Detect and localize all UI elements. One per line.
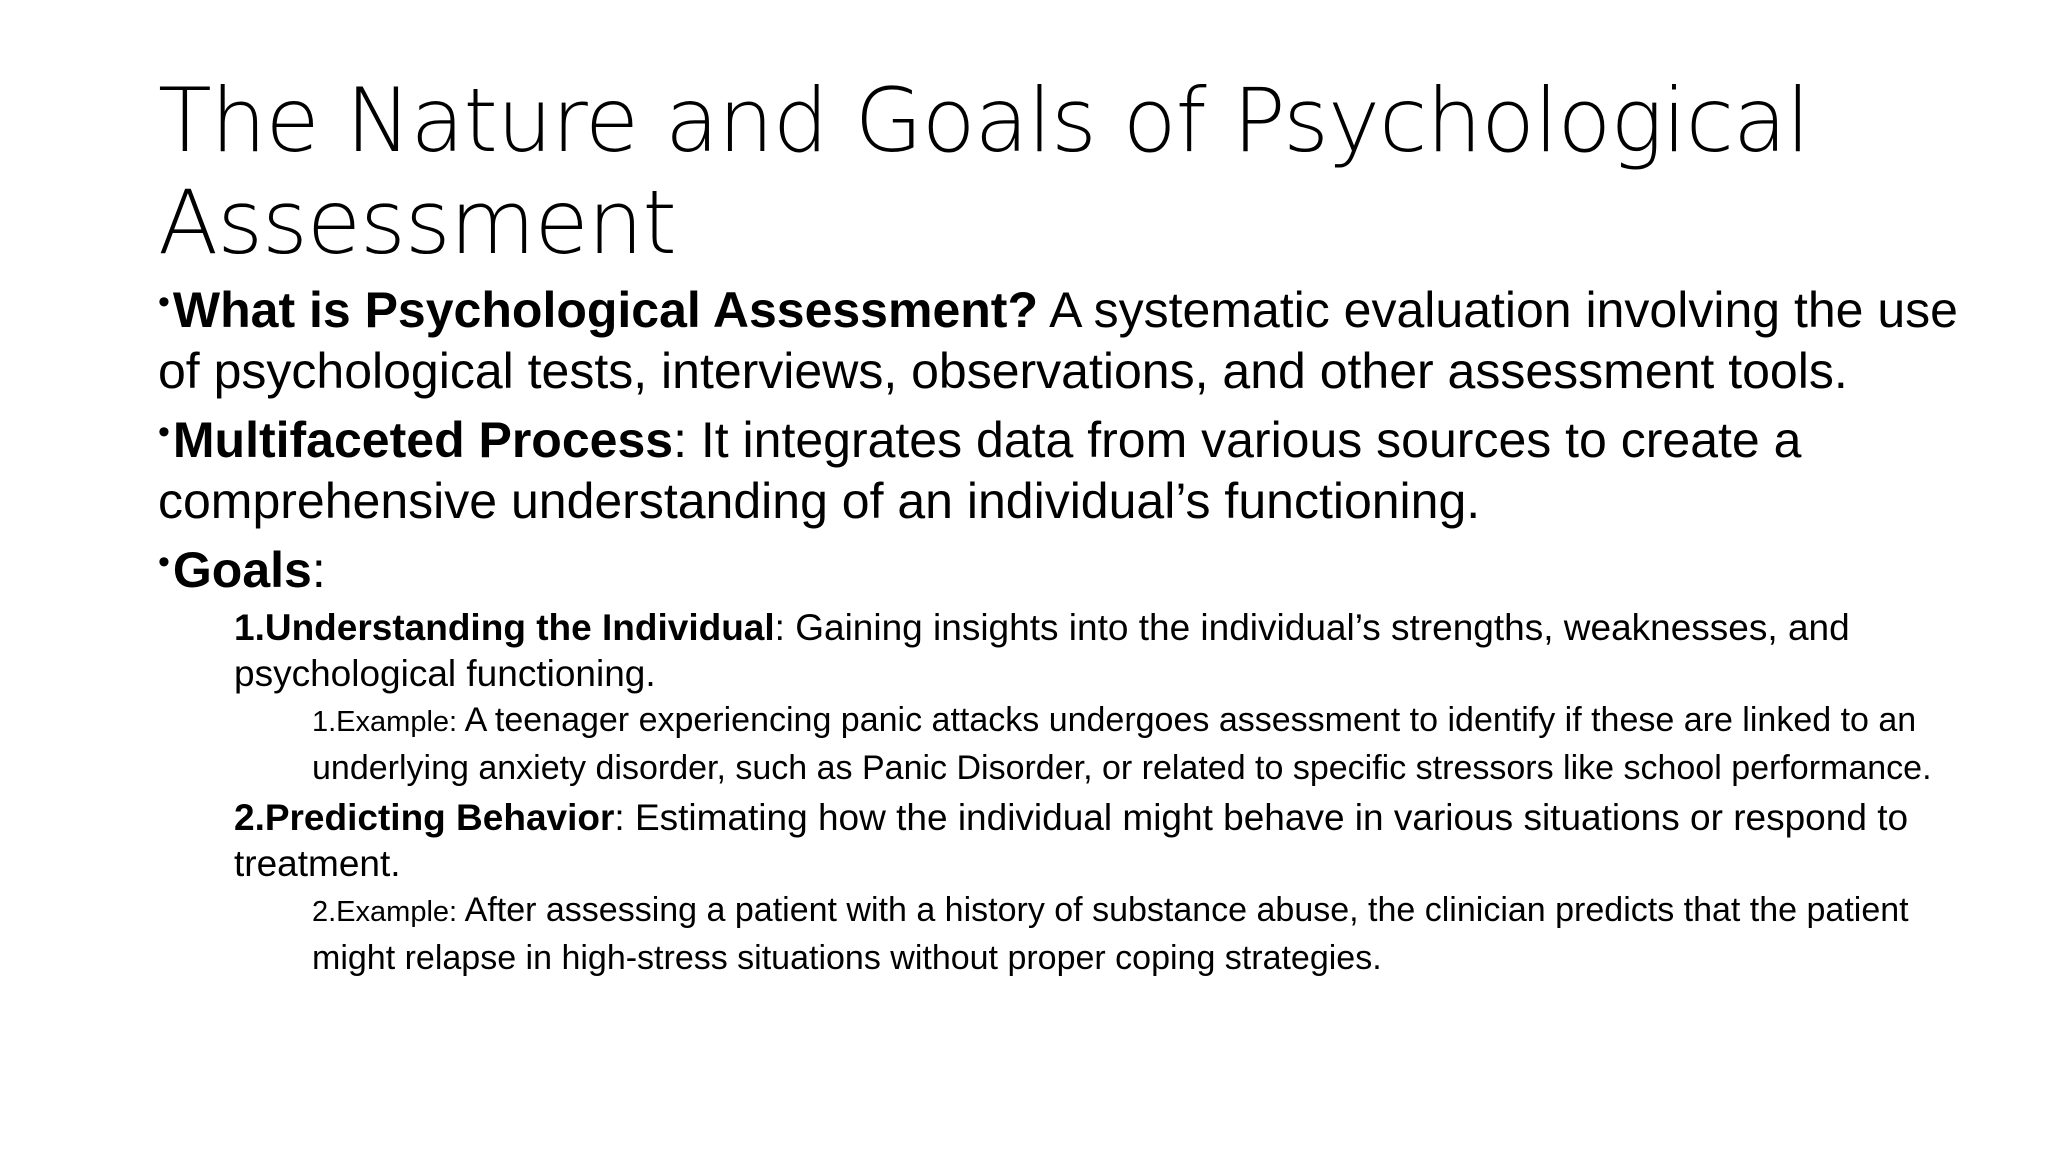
slide-body: [158, 272, 1968, 981]
goal-heading: Understanding the Individual: [264, 607, 775, 648]
bullet-heading: Multifaceted Process: [172, 412, 674, 468]
goal-item-1: [234, 605, 1968, 697]
bullet-text: :: [311, 542, 326, 598]
goal-number: 1.: [234, 607, 265, 648]
bullet-multifaceted: [158, 402, 1968, 532]
goal-number: 2.: [234, 797, 265, 838]
goal-heading: Predicting Behavior: [264, 797, 615, 838]
example-label: 1.Example:: [312, 706, 458, 738]
bullet-what-is: [158, 272, 1968, 402]
bullet-heading: Goals: [172, 542, 312, 598]
example-text: A teenager experiencing panic attacks undergoes assessment to identify if these are linked to an underlying anxiety disorder, such as Panic Disorder, or related to specific stressors like school performance.: [312, 701, 1932, 787]
goal-text: : Gaining insights into the individual’s strengths, weaknesses, and psychological functioning.: [234, 607, 1850, 694]
goal-text: : Estimating how the individual might behave in various situations or respond to treatment.: [234, 797, 1909, 884]
bullet-text: A systematic evaluation involving the use of psychological tests, interviews, observations, and other assessment tools.: [158, 282, 1958, 399]
bullet-dot: •: [158, 283, 170, 321]
slide-title: The Nature and Goals of Psychological Assessment: [158, 69, 1810, 274]
example-text: After assessing a patient with a history of substance abuse, the clinician predicts that the patient might relapse in high-stress situations without proper coping strategies.: [312, 891, 1909, 977]
goal-item-2: [234, 795, 1968, 887]
example-label: 2.Example:: [312, 896, 458, 928]
goal-example-1: [312, 697, 1968, 791]
bullet-heading: What is Psychological Assessment?: [172, 282, 1038, 338]
bullet-goals: [158, 532, 1968, 601]
goal-example-2: [312, 887, 1968, 981]
bullet-text: : It integrates data from various sources to create a comprehensive understanding of an individual’s functioning.: [158, 412, 1802, 529]
bullet-dot: •: [158, 413, 170, 451]
bullet-dot: •: [158, 543, 170, 581]
